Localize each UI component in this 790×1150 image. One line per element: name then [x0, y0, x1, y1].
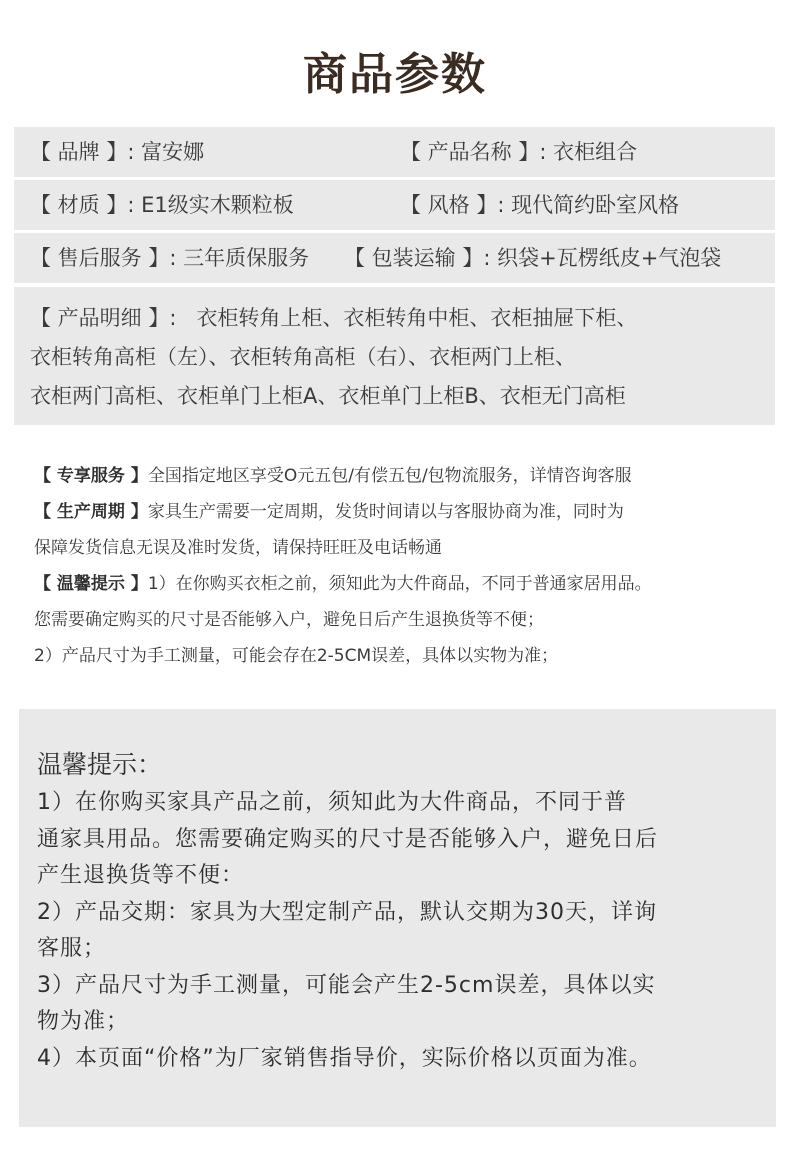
- note-label: 【 专享服务 】: [34, 466, 148, 486]
- note-text: 保障发货信息无误及准时发货，请保持旺旺及电话畅通: [34, 538, 442, 558]
- reminder-heading: 温馨提示：: [37, 750, 163, 779]
- param-packing: 【 包装运输 】: 织袋+瓦楞纸皮+气泡袋: [344, 246, 722, 270]
- note-tip: [34, 566, 784, 602]
- page-title: 商品参数: [303, 49, 487, 100]
- reminder-line: 物为准；: [37, 1009, 130, 1034]
- note-text: 您需要确定购买的尺寸是否能够入户，避免日后产生退换货等不便；: [34, 610, 544, 630]
- note-text: 家具生产需要一定周期，发货时间请以与客服协商为准，同时为: [147, 502, 624, 522]
- param-product-name: 【 产品名称 】: 衣柜组合: [400, 140, 638, 164]
- reminder-line: 3）产品尺寸为手工测量，可能会产生2-5cm误差，具体以实: [37, 972, 656, 998]
- reminder-line: 产生退换货等不便：: [37, 863, 245, 888]
- note-text: 1）在你购买衣柜之前，须知此为大件商品，不同于普通家居用品。: [147, 574, 652, 594]
- param-brand: 【 品牌 】: 富安娜: [30, 140, 205, 164]
- param-material: 【 材质 】: E1级实木颗粒板: [30, 193, 294, 217]
- detail-line: [30, 299, 775, 338]
- param-style: 【 风格 】: 现代简约卧室风格: [400, 193, 680, 217]
- reminder-line: 2）产品交期：家具为大型定制产品，默认交期为30天，详询: [37, 899, 657, 925]
- note-cycle: [34, 494, 784, 530]
- param-row-service: [14, 233, 775, 283]
- param-row-material: [14, 180, 775, 230]
- detail-label: 【 产品明细 】:: [30, 306, 177, 330]
- note-text: 2）产品尺寸为手工测量，可能会存在2-5CM误差，具体以实物为准；: [34, 646, 559, 666]
- detail-line: 衣柜转角高柜（左）、衣柜转角高柜（右）、衣柜两门上柜、: [30, 345, 576, 369]
- param-row-brand: [14, 127, 775, 177]
- reminder-line: 4）本页面“价格”为厂家销售指导价，实际价格以页面为准。: [37, 1045, 652, 1071]
- note-label: 【 生产周期 】: [34, 502, 148, 522]
- reminder-line: 1）在你购买家具产品之前，须知此为大件商品，不同于普: [37, 790, 627, 815]
- detail-text: 衣柜转角上柜、衣柜转角中柜、衣柜抽屉下柜、: [196, 306, 638, 330]
- reminder-line: 通家具用品。您需要确定购买的尺寸是否能够入户，避免日后: [37, 826, 659, 852]
- note-exclusive: [34, 458, 784, 494]
- reminder-line: 客服；: [37, 936, 107, 961]
- param-row-detail: [14, 287, 775, 425]
- reminder-box: [19, 709, 776, 1127]
- note-text: 全国指定地区享受O元五包/有偿五包/包物流服务，详情咨询客服: [147, 466, 632, 486]
- detail-line: 衣柜两门高柜、衣柜单门上柜A、衣柜单门上柜B、衣柜无门高柜: [30, 384, 626, 408]
- param-after-sales: 【 售后服务 】: 三年质保服务: [30, 246, 310, 270]
- service-notes: [34, 458, 784, 674]
- note-label: 【 温馨提示 】: [34, 574, 148, 594]
